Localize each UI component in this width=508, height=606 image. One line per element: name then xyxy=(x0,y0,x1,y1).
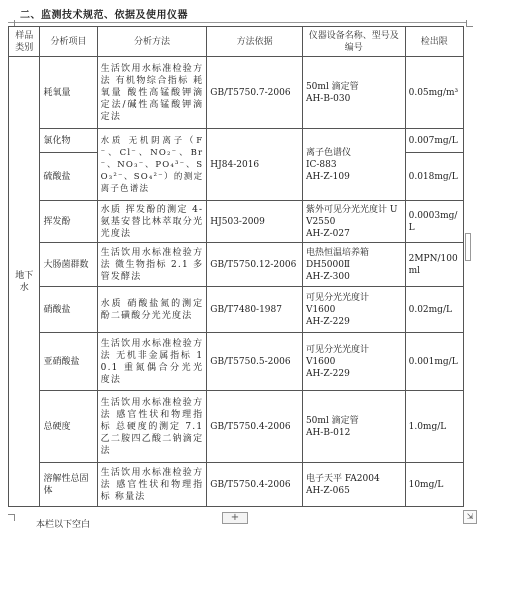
limit-cell: 0.001mg/L xyxy=(405,333,463,391)
table-row xyxy=(9,463,464,507)
instrument-cell: 电子天平 FA2004 AH-Z-065 xyxy=(302,463,405,507)
method-cell: 生活饮用水标准检验方法 感官性状和物理指标 总硬度的测定 7.1 乙二胺四乙酸二钠滴定法 xyxy=(97,391,207,463)
limit-cell: 0.007mg/L xyxy=(405,129,463,153)
header-method: 分析方法 xyxy=(97,27,207,57)
basis-cell: GB/T5750.4-2006 xyxy=(207,391,303,463)
section-heading: 二、监测技术规范、依据及使用仪器 xyxy=(20,10,188,21)
header-item: 分析项目 xyxy=(40,27,97,57)
instrument-cell: 50ml 滴定管 AH-B-030 xyxy=(302,57,405,129)
table-row xyxy=(9,57,464,129)
table-row xyxy=(9,129,464,153)
instrument-cell: 紫外可见分光光度计 UV2550 AH-Z-027 xyxy=(302,201,405,243)
method-cell: 生活饮用水标准检验方法 微生物指标 2.1 多管发酵法 xyxy=(97,243,207,287)
item-cell: 溶解性总固体 xyxy=(40,463,97,507)
basis-cell: HJ84-2016 xyxy=(207,129,303,201)
instrument-cell: 可见分光光度计 V1600 AH-Z-229 xyxy=(302,287,405,333)
top-divider xyxy=(8,22,466,23)
page-corner-mark xyxy=(8,514,15,521)
table-row xyxy=(9,391,464,463)
page-corner-mark xyxy=(466,20,473,27)
header-limit: 检出限 xyxy=(405,27,463,57)
limit-cell: 2MPN/100ml xyxy=(405,243,463,287)
basis-cell: GB/T5750.5-2006 xyxy=(207,333,303,391)
header-basis: 方法依据 xyxy=(207,27,303,57)
monitoring-methods-table xyxy=(8,26,464,507)
method-cell: 生活饮用水标准检验方法 无机非金属指标 10.1 重氮偶合分光光度法 xyxy=(97,333,207,391)
table-header-row xyxy=(9,27,464,57)
item-cell: 大肠菌群数 xyxy=(40,243,97,287)
instrument-cell: 50ml 滴定管 AH-B-012 xyxy=(302,391,405,463)
item-cell: 亚硝酸盐 xyxy=(40,333,97,391)
method-cell: 生活饮用水标准检验方法 有机物综合指标 耗氧量 酸性高锰酸钾滴定法/碱性高锰酸钾滴定法 xyxy=(97,57,207,129)
limit-cell: 0.0003mg/L xyxy=(405,201,463,243)
limit-cell: 0.02mg/L xyxy=(405,287,463,333)
add-row-button[interactable]: + xyxy=(222,512,248,524)
basis-cell: GB/T5750.4-2006 xyxy=(207,463,303,507)
table-row xyxy=(9,287,464,333)
item-cell: 总硬度 xyxy=(40,391,97,463)
item-cell: 硝酸盐 xyxy=(40,287,97,333)
category-cell: 地下水 xyxy=(9,57,40,507)
method-cell: 水质 硝酸盐氮的测定 酚二磺酸分光光度法 xyxy=(97,287,207,333)
table-row xyxy=(9,201,464,243)
limit-cell: 0.018mg/L xyxy=(405,153,463,201)
item-cell: 耗氧量 xyxy=(40,57,97,129)
method-cell: 水质 挥发酚的测定 4-氨基安替比林萃取分光光度法 xyxy=(97,201,207,243)
table-side-handle[interactable] xyxy=(465,233,471,261)
table-resize-handle[interactable]: ⇲ xyxy=(463,510,477,524)
method-cell: 生活饮用水标准检验方法 感官性状和物理指标 称量法 xyxy=(97,463,207,507)
basis-cell: GB/T7480-1987 xyxy=(207,287,303,333)
limit-cell: 1.0mg/L xyxy=(405,391,463,463)
header-category: 样品类别 xyxy=(9,27,40,57)
item-cell: 挥发酚 xyxy=(40,201,97,243)
table-row xyxy=(9,333,464,391)
instrument-cell: 电热恒温培养箱 DH5000Ⅱ AH-Z-300 xyxy=(302,243,405,287)
limit-cell: 10mg/L xyxy=(405,463,463,507)
table-row xyxy=(9,243,464,287)
blank-below-note: 本栏以下空白 xyxy=(36,520,91,530)
item-cell: 硫酸盐 xyxy=(40,153,97,201)
method-cell: 水质 无机阴离子（F⁻、Cl⁻、NO₂⁻、Br⁻、NO₃⁻、PO₄³⁻、SO₃²⁻、SO₄²⁻）的测定 离子色谱法 xyxy=(97,129,207,201)
limit-cell: 0.05mg/m³ xyxy=(405,57,463,129)
basis-cell: GB/T5750.12-2006 xyxy=(207,243,303,287)
basis-cell: GB/T5750.7-2006 xyxy=(207,57,303,129)
header-instrument: 仪器设备名称、型号及编号 xyxy=(302,27,405,57)
instrument-cell: 可见分光光度计 V1600 AH-Z-229 xyxy=(302,333,405,391)
basis-cell: HJ503-2009 xyxy=(207,201,303,243)
instrument-cell: 离子色谱仪 IC-883 AH-Z-109 xyxy=(302,129,405,201)
item-cell: 氯化物 xyxy=(40,129,97,153)
